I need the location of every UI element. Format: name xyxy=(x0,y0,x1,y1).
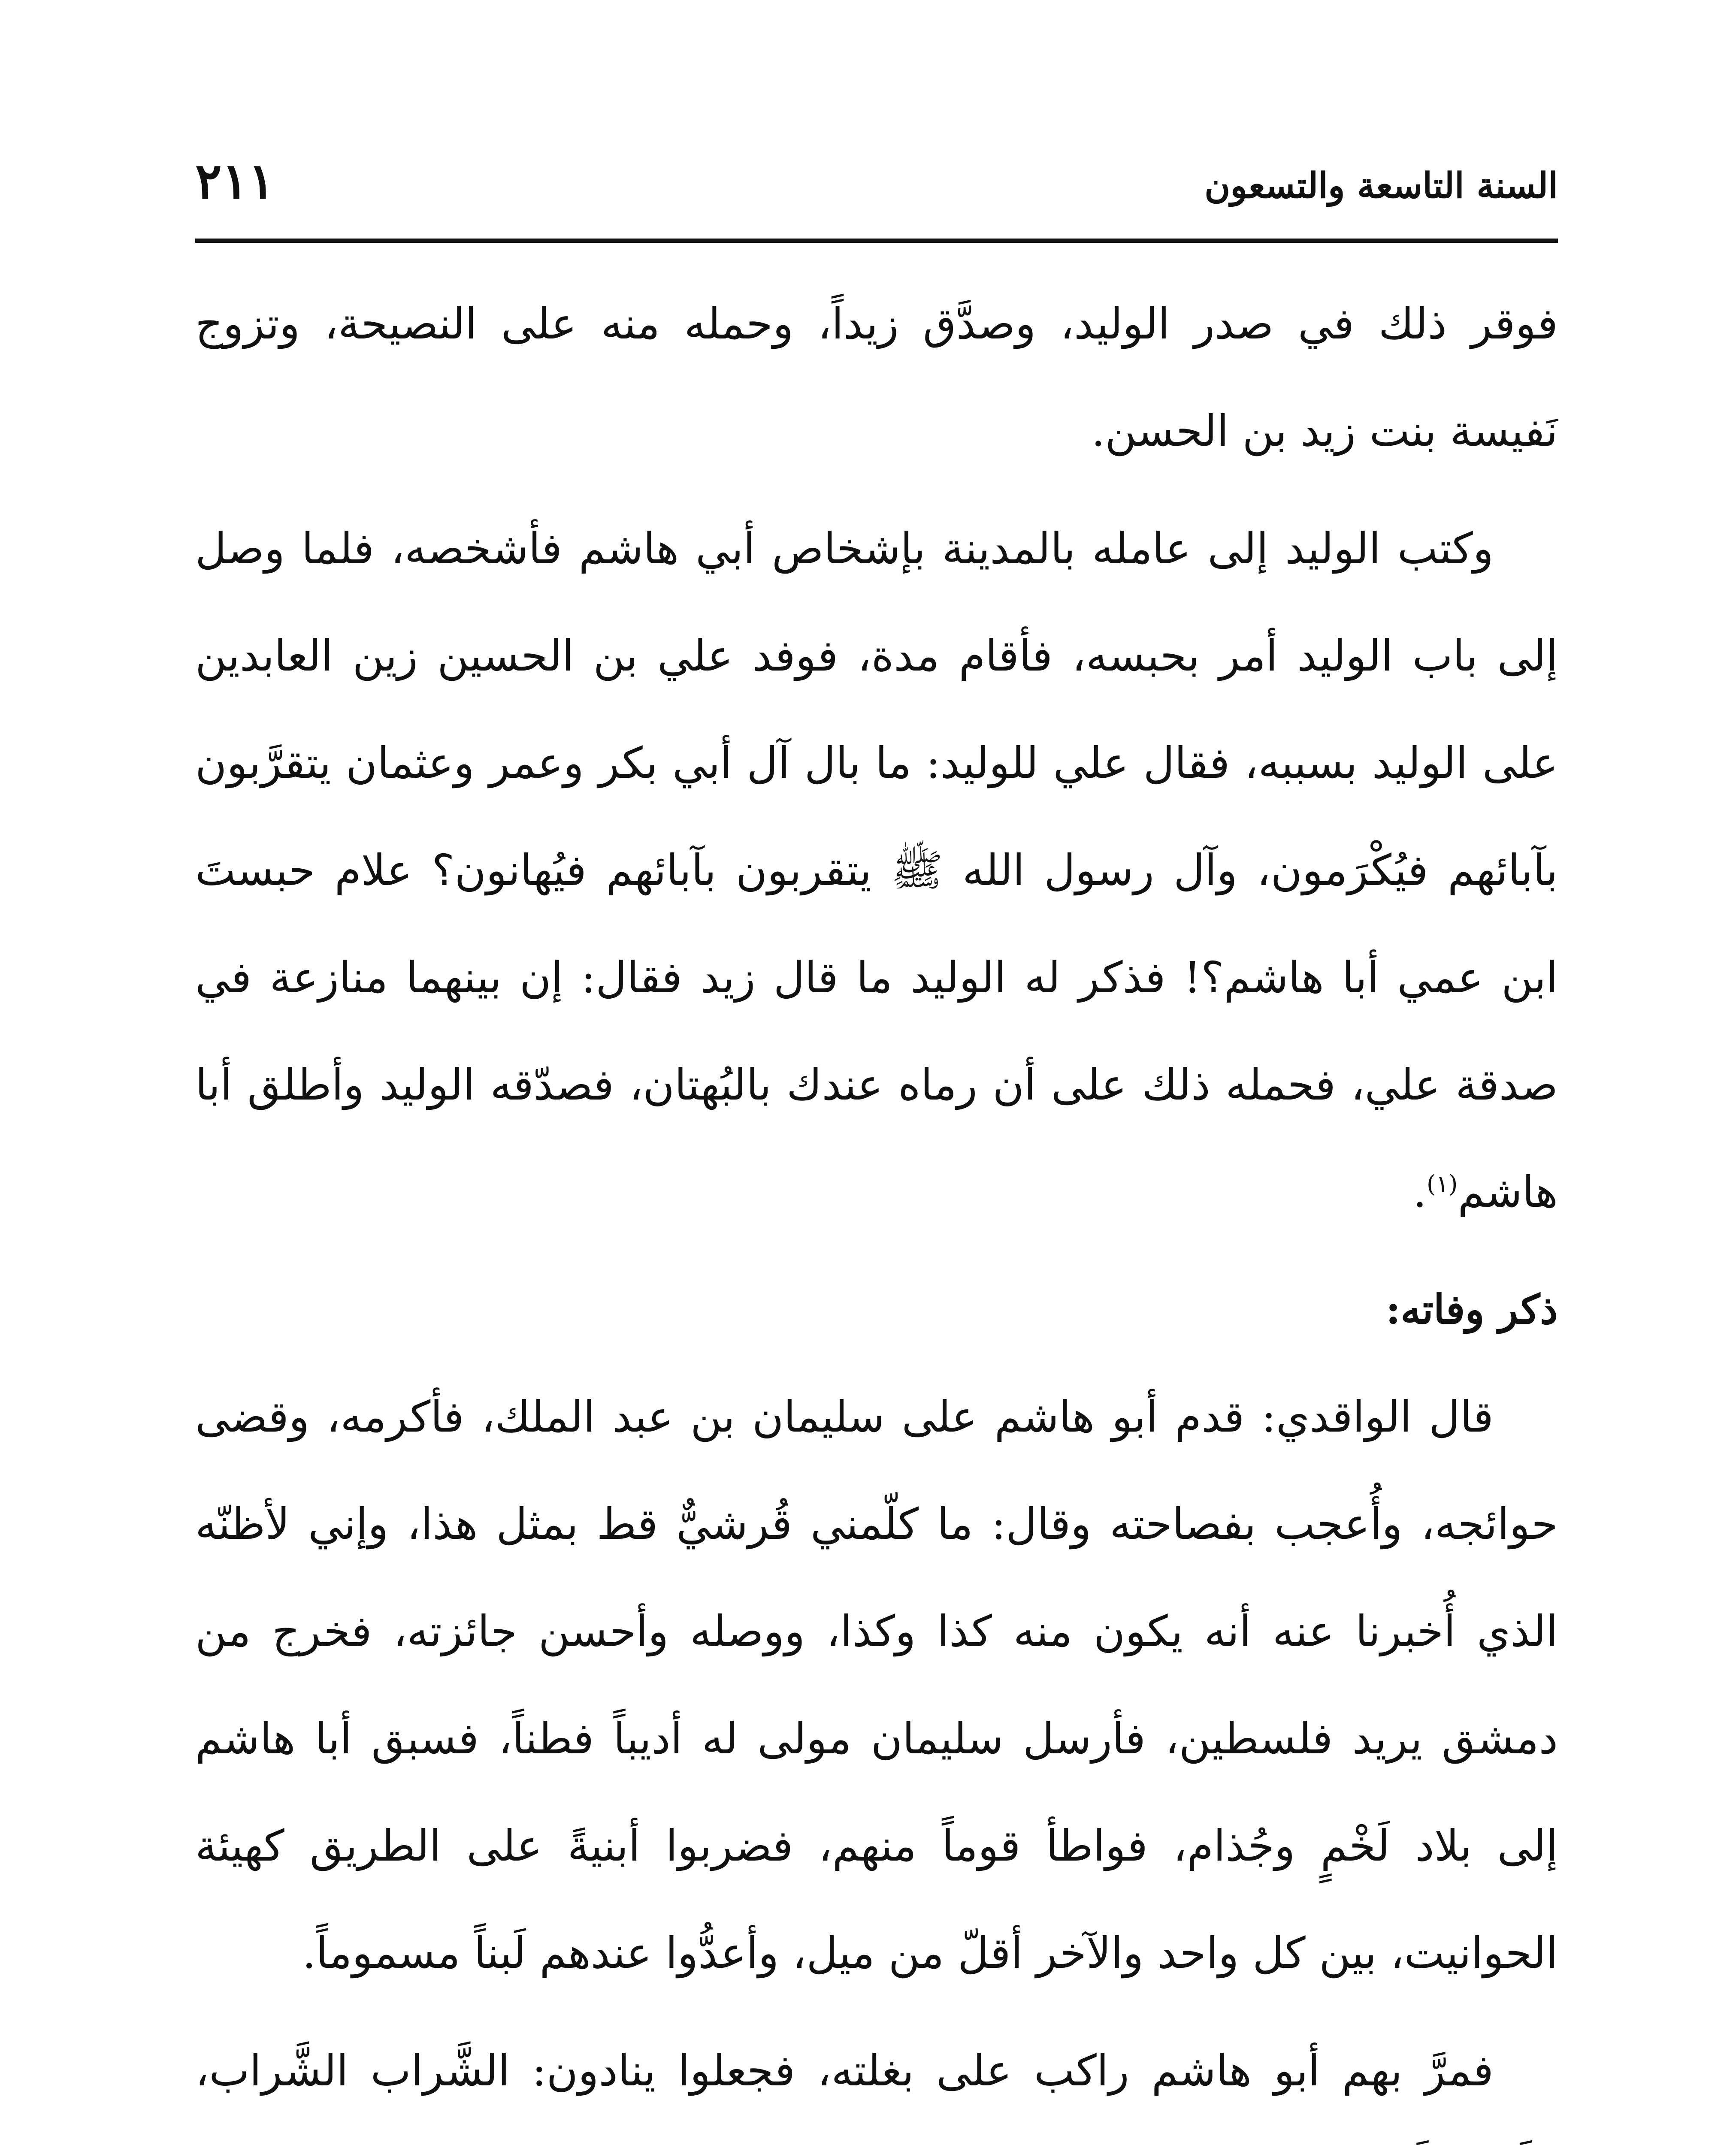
footnote-ref-1: (١) xyxy=(1426,1170,1458,1198)
paragraph-2-text: وكتب الوليد إلى عامله بالمدينة بإشخاص أبي هاشم فأشخصه، فلما وصل إلى باب الوليد أمر بحبسه، فأقام مدة، فوفد علي بن الحسين زين العابدين على الوليد بسببه، فقال علي للوليد: ما بال آل أبي بكر وعمر وعثمان يتقرَّبون بآبائهم فيُكْرَمون، وآل رسول الله ﷺ يتقربون بآبائهم فيُهانون؟ علام حبستَ ابن عمي أبا هاشم؟! فذكر له الوليد ما قال زيد فقال: إن بينهما منازعة في صدقة علي، فحمله ذلك على أن رماه عندك بالبُهتان، فصدّقه الوليد وأطلق أبا هاشم xyxy=(195,523,1558,1217)
paragraph-1: فوقر ذلك في صدر الوليد، وصدَّق زيداً، وحمله منه على النصيحة، وتزوج نَفيسة بنت زيد بن الحسن. xyxy=(195,299,1558,456)
paragraph-4-text: فمرَّ بهم أبو هاشم راكب على بغلته، فجعلوا ينادون: الشَّراب الشَّراب، xyxy=(195,2045,1494,2096)
paragraph-2 xyxy=(195,495,1558,1246)
page-number: ٢١١ xyxy=(195,152,275,210)
paragraph-2-end: . xyxy=(1413,1167,1427,1217)
paragraph-3: قال الواقدي: قدم أبو هاشم على سليمان بن عبد الملك، فأكرمه، وقضى حوائجه، وأُعجب بفصاحته وقال: ما كلّمني قُرشيٌّ قط بمثل هذا، وإني لأظنّه الذي أُخبرنا عنه أنه يكون منه كذا وكذا، ووصله وأحسن جائزته، فخرج من دمشق يريد فلسطين، فأرسل سليمان مولى له أديباً فطناً، فسبق أبا هاشم إلى بلاد لَخْمٍ وجُذام، فواطأ قوماً منهم، فضربوا أبنيةً على الطريق كهيئة الحوانيت، بين كل واحد والآخر أقلّ من ميل، وأعدُّوا عندهم لَبناً مسموماً. xyxy=(195,1392,1558,1978)
header-divider xyxy=(195,239,1558,243)
body-text xyxy=(195,270,1558,2145)
section-heading: ذكر وفاته: xyxy=(1385,1286,1558,1333)
paragraph-4 xyxy=(195,2017,1558,2145)
running-title: السنة التاسعة والتسعون xyxy=(1204,165,1558,206)
page-header xyxy=(195,152,1558,225)
